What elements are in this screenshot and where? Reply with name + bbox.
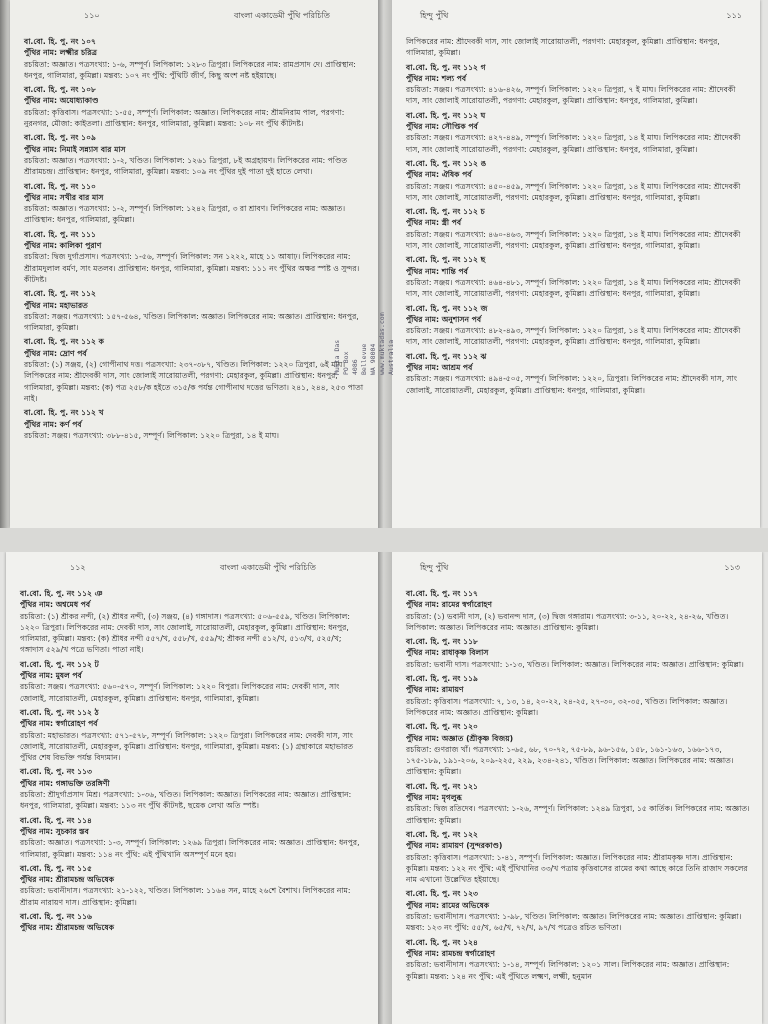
catalog-entry xyxy=(20,911,366,934)
catalog-entry xyxy=(406,673,750,718)
catalog-entry xyxy=(20,707,366,763)
page-bottom-left xyxy=(6,552,378,1024)
entry-body: রচয়িতা: সঞ্জয়। পত্রসংখ্যা: ৪৬০-৪৬৩, সম্পূর্ণ। লিপিকাল: ১২২০ ত্রিপুরা, ১৪ ই মাঘ। লিপিকরের নাম: শ্রীদেবকী দাস, সাং জোলাই, সারোয়াতলী, পরগণা: মেহারকুল, কুমিল্লা। প্রাপ্তিস্থান: ধনপুর, গালিমারা, কুমিল্লা। xyxy=(406,229,741,251)
scan-edge-shadow xyxy=(0,0,10,528)
running-title: হিন্দু পুঁথি xyxy=(420,563,449,572)
entry-title: পুঁথির নাম: শ্রীরামচন্দ্র অভিষেক xyxy=(20,923,115,933)
entry-body: রচয়িতা: অজ্ঞাত। পত্রসংখ্যা: ১-২, সম্পূর্ণ। লিপিকাল: ১২৪২ ত্রিপুরা, ৩ রা শ্রাবণ। লিপিকরের নাম: অজ্ঞাত। প্রাপ্তিস্থান: ধনপুর, গালিমারা, কুমিল্লা। xyxy=(24,204,346,225)
stamp-line: Bellevue WA 98004 xyxy=(360,343,377,375)
entry-body: রচয়িতা: সঞ্জয়। পত্রসংখ্যা: ১৫৭-৫৬৪, খণ্ডিত। লিপিকাল: অজ্ঞাত। লিপিকরের নাম: অজ্ঞাত। প্রাপ্তিস্থান: ধনপুর, গালিমারা, কুমিল্লা। xyxy=(24,311,359,333)
entry-title: পুঁথির নাম: কালিকা পুরাণ xyxy=(24,241,102,251)
entry-title: পুঁথির নাম: স্বর্গারোহণ পর্ব xyxy=(20,719,98,729)
entry-body: রচয়িতা: সঞ্জয়। পত্রসংখ্যা: ৪৮২-৪৯৩, সম্পূর্ণ। লিপিকাল: ১২২০ ত্রিপুরা, ১৪ ই মাঘ। লিপিকরের নাম: শ্রীদেবকী দাস, সাং জোলাই, সারোয়াতলী, পরগণা: মেহারকুল, কুমিল্লা। প্রাপ্তিস্থান: ধনপুর, গালিমারা, কুমিল্লা। xyxy=(406,326,741,347)
entry-title: পুঁথির নাম: রাধাকৃষ্ণ বিলাস xyxy=(406,648,489,658)
entry-id: বা.বো. হি. পু. নং ১১২ ঘ xyxy=(406,110,486,120)
page-number: ১১০ xyxy=(84,11,100,20)
entry-title: পুঁথির নাম: রামায়ণ (সুন্দরকাণ্ড) xyxy=(406,841,503,851)
entry-body: রচয়িতা: গুণরাজ খাঁ। পত্রসংখ্যা: ১-৬৫, ৬৮, ৭০-৭২, ৭৫-৮৯, ৯৬-১৫৬, ১৫৮, ১৬১-১৬৩, ১৬৬-১৭৩, ১৭৫-১৮৯, ১৯১-২০৬, ২০৯-২২৫, ২২৯, ২৩৪-২৪১, খণ্ডিত। লিপিকাল: অজ্ঞাত। লিপিকরের নাম: অজ্ঞাত। প্রাপ্তিস্থান: কুমিল্লা। xyxy=(406,744,734,777)
entry-title: পুঁথির নাম: ঐষিক পর্ব xyxy=(406,170,472,180)
entry-title: পুঁথির নাম: সুচকার স্তব xyxy=(20,826,89,836)
entry-id: বা.বো. হি. পু. নং ১১২ ঝ xyxy=(406,351,487,361)
entry-title: পুঁথির নাম: শল্য পর্ব xyxy=(406,73,467,83)
entry-id: বা.বো. হি. পু. নং ১১২ ঠ xyxy=(20,707,99,717)
page-bottom-right xyxy=(392,552,762,1024)
entry-id: বা.বো. হি. পু. নং ১১২ গ xyxy=(406,62,486,72)
entry-title: পুঁথির নাম: গঙ্গাভক্তি তরঙ্গিণী xyxy=(20,778,110,788)
entry-id: বা.বো. হি. পু. নং ১১৩ xyxy=(20,767,92,777)
entry-id: বা.বো. হি. পু. নং ১১২ ঞ xyxy=(20,589,103,598)
catalog-entries xyxy=(20,588,366,934)
entry-body: রচয়িতা: মহাভারত। পত্রসংখ্যা: ৫৭১-৫৭৮, সম্পূর্ণ। লিপিকাল: ১২২০ ত্রিপুরা। লিপিকরের নাম: দেবকী দাস, সাং জোলাই, সারোয়াতলী, মেহারকুল, কুমিল্লা। প্রাপ্তিস্থান: ধনপুর, গালিমারা, কুমিল্লা। মন্তব্য: (১) গ্রন্থাকারে মহাভারত পুঁথির শেষ বিভক্তি পর্যন্ত বিদ্যমান। xyxy=(20,730,354,763)
catalog-entry xyxy=(406,110,748,155)
catalog-entry xyxy=(406,829,750,885)
running-title: বাংলা একাডেমী পুঁথি পরিচিতি xyxy=(220,563,316,572)
entry-title: পুঁথির নাম: নিমাই সন্ন্যাস বার মাস xyxy=(24,144,126,154)
catalog-entry xyxy=(24,181,366,226)
entry-title: পুঁথির নাম: আশ্রম পর্ব xyxy=(406,363,473,373)
entry-id: বা.বো. হি. পু. নং ১০৮ xyxy=(24,85,96,95)
catalog-entry xyxy=(406,36,748,59)
entry-title: পুঁথির নাম: রামায়ণ xyxy=(406,685,464,695)
catalog-entry xyxy=(24,229,366,285)
entry-body: রচয়িতা: সঞ্জয়। পত্রসংখ্যা: ৪১৬-৪২৬, সম্পূর্ণ। লিপিকাল: ১২২০ ত্রিপুরা, ৭ ই মাঘ। লিপিকরের নাম: শ্রীদেবকী দাস, সাং জোলাই সারোয়াতলী, পরগণা: মেহারকুল, কুমিল্লা। প্রাপ্তিস্থান: ধনপুর, গালিমারা, কুমিল্লা। xyxy=(406,85,736,106)
catalog-entry xyxy=(24,407,366,441)
entry-id: বা.বো. হি. পু. নং ১২০ xyxy=(406,722,478,732)
entry-id: বা.বো. হি. পু. নং ১১২ ট xyxy=(20,659,99,669)
book-gutter xyxy=(378,0,392,1024)
entry-id: বা.বো. হি. পু. নং ১১২ ছ xyxy=(406,255,486,265)
entry-id: বা.বো. হি. পু. নং ১১৪ xyxy=(20,815,92,825)
entry-title: পুঁথির নাম: অনুশাসন পর্ব xyxy=(406,314,482,324)
entry-id: বা.বো. হি. পু. নং ১১৮ xyxy=(406,637,478,647)
catalog-entry xyxy=(406,62,748,107)
entry-body: রচয়িতা: কৃত্তিবাস। পত্রসংখ্যা: ১-৪১, সম্পূর্ণ। লিপিকাল: অজ্ঞাত। লিপিকরের নাম: শ্রীরামকৃষ্ণ দাস। প্রাপ্তিস্থান: কুমিল্লা। মন্তব্য: ১২২ নং পুঁথি: এই পুঁথিখানির ৩৩/খ পত্রায় কৃত্তিবাসের রামের কথা আছে কারে তিনি রাজাদ সকলের নাম এখানো উল্লেখিত হইয়াছে। xyxy=(406,852,748,885)
entry-body: রচয়িতা: অজ্ঞাত। পত্রসংখ্যা: ১-৬, সম্পূর্ণ। লিপিকাল: ১২৮৩ ত্রিপুরা। লিপিকরের নাম: রামপ্রসাদ দে। প্রাপ্তিস্থান: ধনপুর, গালিমারা, কুমিল্লা। মন্তব্য: ১০৭ নং পুঁথি: পুঁথিটি জীর্ণ, কিছু অংশ নষ্ট হইয়াছে। xyxy=(24,59,356,80)
catalog-entry xyxy=(406,781,750,826)
entry-id: বা.বো. হি. পু. নং ১০৭ xyxy=(24,37,96,46)
catalog-entry xyxy=(24,336,366,404)
entry-id: বা.বো. হি. পু. নং ১১৬ xyxy=(20,912,92,922)
entry-id: বা.বো. হি. পু. নং ১২১ xyxy=(406,781,478,791)
catalog-entry xyxy=(406,937,750,982)
entry-body: রচয়িতা: সঞ্জয়। পত্রসংখ্যা: ৪৬৪-৪৮১, সম্পূর্ণ। লিপিকাল: ১২২০ ত্রিপুরা, ১৪ ই মাঘ। লিপিকরের নাম: শ্রীদেবকী দাস, সাং জোলাই, সারোয়াতলী, পরগণা: মেহারকুল, কুমিল্লা। প্রাপ্তিস্থান: ধনপুর, গালিমারা, কুমিল্লা। xyxy=(406,277,741,299)
entry-id: বা.বো. হি. পু. নং ১১২ ঙ xyxy=(406,158,487,168)
entry-body: রচয়িতা: সঞ্জয়। পত্রসংখ্যা: ৫৬০-৫৭০, সম্পূর্ণ। লিপিকাল: ১২২০ বিপুরা। লিপিকরের নাম: দেবকী দাস, সাং জোলাই, সারোয়াতলী, মেহারকুল, কুমিল্লা। প্রাপ্তিস্থান: ধনপুর, গালিমারা, কুমিল্লা। xyxy=(20,682,340,703)
catalog-entries xyxy=(24,36,366,441)
entry-title: পুঁথির নাম: রামচন্দ্র স্বর্গারোহণ xyxy=(406,948,495,958)
entry-id: বা.বো. হি. পু. নং ১২২ xyxy=(406,829,478,839)
catalog-entries xyxy=(406,588,750,982)
entry-body: রচয়িতা: ভবানীদাস। পত্রসংখ্যা: ১-১৪, সম্পূর্ণ। লিপিকাল: ১২০১ সাল। লিপিকরের নাম: অজ্ঞাত। প্রাপ্তিস্থান: কুমিল্লা। মন্তব্য: ১২৪ নং পুঁথি: এই পুঁথিতে লক্ষ্মণ, লক্ষ্মী, হনুমান xyxy=(406,960,730,981)
entry-body: রচয়িতা: ভবানীদাস। পত্রসংখ্যা: ২১-১২২, খণ্ডিত। লিপিকাল: ১১৬৪ সন, মাহে ২৬শে বৈশাখ। লিপিকরের নাম: শ্রীরাম নারায়ণ দাস। প্রাপ্তিস্থান: কুমিল্লা। xyxy=(20,886,351,907)
scan-divider xyxy=(0,528,768,552)
catalog-entry xyxy=(406,588,750,633)
page-top-right xyxy=(392,0,760,528)
entry-title: পুঁথির নাম: দ্রোণ পর্ব xyxy=(24,348,87,358)
entry-body: রচয়িতা: সঞ্জয়। পত্রসংখ্যা: ৪২৭-৪৪৯, সম্পূর্ণ। লিপিকাল: ১২২০ ত্রিপুরা, ১৪ ই মাঘ। লিপিকরের নাম: শ্রীদেবকী দাস, সাং জোলাই সারোয়াতলী, পরগণা: মেহারকুল, কুমিল্লা। প্রাপ্তিস্থান: ধনপুর, গালিমারা, কুমিল্লা। xyxy=(406,133,741,154)
entry-title: পুঁথির নাম: অযোধ্যাকাণ্ড xyxy=(24,96,99,106)
entry-body: রচয়িতা: শ্রীদুর্গাপ্রসাদ মিশ্র। পত্রসংখ্যা: ১-৩৬, খণ্ডিত। লিপিকাল: অজ্ঞাত। লিপিকরের নাম: অজ্ঞাত। প্রাপ্তিস্থান: ধনপুর, গালিমারা, কুমিল্লা। মন্তব্য: ১১৩ নং পুঁথি কীটদষ্ট, ছয়েক লেখা অতি স্পষ্ট। xyxy=(20,790,352,811)
page-number: ১১২ xyxy=(70,563,86,572)
entry-title: পুঁথির নাম: সৌপ্তিক পর্ব xyxy=(406,122,478,132)
catalog-entry xyxy=(406,206,748,251)
entry-title: পুঁথির নাম: মহাভারত xyxy=(24,300,88,310)
catalog-entry xyxy=(406,888,750,933)
catalog-entry xyxy=(406,721,750,777)
entry-title: পুঁথির নাম: কর্ণ পর্ব xyxy=(24,419,82,429)
catalog-entry xyxy=(406,636,750,670)
entry-id: বা.বো. হি. পু. নং ১১২ xyxy=(24,289,96,299)
entry-body: রচয়িতা: সঞ্জয়। পত্রসংখ্যা: ৪৫০-৪৫৯, সম্পূর্ণ। লিপিকাল: ১২২০ ত্রিপুরা, ১৪ ই মাঘ। লিপিকরের নাম: শ্রীদেবকী দাস, সাং জোলাই, সারোয়াতলী, পরগণা: মেহারকুল, কুমিল্লা। প্রাপ্তিস্থান: ধনপুর, গালিমারা, কুমিল্লা। xyxy=(406,181,741,202)
entry-body: রচয়িতা: সঞ্জয়। পত্রসংখ্যা: ৪৯৪-৫০৫, সম্পূর্ণ। লিপিকাল: ১২২০, ত্রিপুরা। লিপিকরের নাম: শ্রীদেবকী দাস, সাং জোলাই, সারোয়াতলী, মেহারকুল, কুমিল্লা। প্রাপ্তিস্থান: ধনপুর, গালিমারা, কুমিল্লা। xyxy=(406,374,738,395)
catalog-entry xyxy=(20,815,366,860)
catalog-entry xyxy=(24,84,366,129)
entry-id: বা.বো. হি. পু. নং ১১২ ক xyxy=(24,337,104,347)
stamp-line: Mukta Das xyxy=(333,339,341,375)
catalog-entry xyxy=(406,158,748,203)
entry-body: রচয়িতা: ভবানীদাস। পত্রসংখ্যা: ১-৯৮, খণ্ডিত। লিপিকাল: অজ্ঞাত। লিপিকরের নাম: অজ্ঞাত। প্রাপ্তিস্থান: কুমিল্লা। মন্তব্য: ১২৩ নং পুঁথি: ৫৫/খ, ৬৫/খ, ৭২/খ, ৯৭/খ পত্রেও রচিত ভণিতা। xyxy=(406,912,742,933)
entry-id: বা.বো. হি. পু. নং ১১০ xyxy=(24,181,96,191)
entry-title: পুঁথির নাম: শান্তি পর্ব xyxy=(406,266,468,276)
page-top-left xyxy=(10,0,378,528)
entry-title: পুঁথির নাম: মুষল পর্ব xyxy=(20,671,82,681)
entry-body: রচয়িতা: অজ্ঞাত। পত্রসংখ্যা: ১-২, খণ্ডিত। লিপিকাল: ১২৬১ ত্রিপুরা, ৮ই অগ্রহায়ণ। লিপিকরের নাম: পণ্ডিত শ্রীরামচন্দ্র। প্রাপ্তিস্থান: ধনপুর, গালিমারা, কুমিল্লা। মন্তব্য: ১০৯ নং পুঁথির দুই পাতা দুই হাতে লেখা। xyxy=(24,155,348,177)
entry-body: রচয়িতা: (১) শ্রীকর নন্দী, (২) শ্রীধর নন্দী, (৩) সঞ্জয়, (৪) গঙ্গাদাস। পত্রসংখ্যা: ৫০৬-৫৫৯, খণ্ডিত। লিপিকাল: ১২২০ ত্রিপুরা। লিপিকরের নাম: দেবকী দাস, সাং জোলাই, সারোয়াতলী, মেহারকুল, কুমিল্লা। প্রাপ্তিস্থান: ধনপুর, গালিমারা, কুমিল্লা। মন্তব্য: (ক) শ্রীধর নন্দী ৫৫৭/খ, ৫৫৮/খ, ৫৫৯/খ; শ্রীকর নন্দী ৫১২/খ, ৫১৩/খ, ৫২৫/খ; গঙ্গাদাস ৫২৯/খ পত্রে ভণিতা। পাতা নাই। xyxy=(20,611,350,655)
entry-body: লিপিকরের নাম: শ্রীদেবকী দাস, সাং জোলাই সারোয়াতলী, পরগণা: মেহারকুল, কুমিল্লা। প্রাপ্তিস্থান: ধনপুর, গালিমারা, কুমিল্লা। xyxy=(406,37,720,58)
entry-id: বা.বো. হি. পু. নং ১১৯ xyxy=(406,674,478,684)
entry-title: পুঁথির নাম: রামের স্বর্গারোহণ xyxy=(406,600,492,610)
entry-id: বা.বো. হি. পু. নং ১০৯ xyxy=(24,133,96,143)
stamp-line: www.muktadas.com xyxy=(378,312,386,375)
entry-id: বা.বো. হি. পু. নং ১১২ চ xyxy=(406,207,485,217)
catalog-entry xyxy=(20,766,366,811)
entry-title: পুঁথির নাম: স্ত্রী পর্ব xyxy=(406,218,462,228)
entry-id: বা.বো. হি. পু. নং ১১৭ xyxy=(406,589,478,598)
entry-title: পুঁথির নাম: শ্রীরামচন্দ্র অভিষেক xyxy=(20,875,115,885)
catalog-entry xyxy=(20,588,366,656)
entry-body: রচয়িতা: (১) ভবানী দাস, (২) ভবানন্দ দাস, (৩) দ্বিজ গঙ্গারাম। পত্রসংখ্যা: ৩-১১, ২০-২২, ২৪-২৬, খণ্ডিত। লিপিকাল: অজ্ঞাত। লিপিকরের নাম: অজ্ঞাত। প্রাপ্তিস্থান: কুমিল্লা। xyxy=(406,611,729,632)
entry-body: রচয়িতা: কৃত্তিবাস। পত্রসংখ্যা: ৭, ১৩, ১৪, ২০-২২, ২৪-২৫, ২৭-৩০, ৩২-৩৫, খণ্ডিত। লিপিকাল: অজ্ঞাত। লিপিকরের নাম: অজ্ঞাত। প্রাপ্তিস্থান: কুমিল্লা। xyxy=(406,696,728,717)
catalog-entry xyxy=(20,863,366,908)
running-title: হিন্দু পুঁথি xyxy=(420,11,449,20)
entry-id: বা.বো. হি. পু. নং ১১১ xyxy=(24,229,96,239)
entry-title: পুঁথির নাম: সখীর বার মাস xyxy=(24,192,104,202)
entry-body: রচয়িতা: ভবানী দাস। পত্রসংখ্যা: ১-১৩, খণ্ডিত। লিপিকাল: অজ্ঞাত। লিপিকরের নাম: অজ্ঞাত। প্রাপ্তিস্থান: কুমিল্লা। xyxy=(406,659,744,669)
page-number: ১১১ xyxy=(726,11,742,20)
catalog-entry xyxy=(406,254,748,299)
entry-id: বা.বো. হি. পু. নং ১১৫ xyxy=(20,863,92,873)
entry-body: রচয়িতা: কৃত্তিবাস। পত্রসংখ্যা: ১-৫৫, সম্পূর্ণ। লিপিকাল: অজ্ঞাত। লিপিকরের নাম: শ্রীমনিরাম পাল, পরগণা: নুরনগর, মৌজা: কাইতলা। প্রাপ্তিস্থান: ধনপুর, গালিমারা, কুমিল্লা। মন্তব্য: ১০৮ নং পুঁথি কীটদষ্ট। xyxy=(24,107,345,129)
entry-body: রচয়িতা: (১) সঞ্জয়, (২) গোপীনাথ দত্ত। পত্রসংখ্যা: ২৩৭-৩৮৭, খণ্ডিত। লিপিকাল: ১২২০ ত্রিপুরা, ৬ই মাঘ। লিপিকরের নাম: শ্রীদেবকী দাস, সাং জোলাই সারোয়াতলী, পরগণা: মেহারকুল, কুমিল্লা। প্রাপ্তিস্থান: ধনপুর, গালিমারা, কুমিল্লা। মন্তব্য: (ক) পত্র ২৫৮/ক হইতে ৩১৫/ক পর্যন্ত গোপীনাথ দত্তের ভণিতা। ২৪১, ২৪৪, ২৫৩ পাতা নাই। xyxy=(24,360,364,403)
entry-body: রচয়িতা: সঞ্জয়। পত্রসংখ্যা: ৩৮৮-৪১৫, সম্পূর্ণ। লিপিকাল: ১২২০ ত্রিপুরা, ১৪ ই মাঘ। xyxy=(24,430,279,440)
catalog-entry xyxy=(20,659,366,704)
entry-title: পুঁথির নাম: লক্ষ্মীর চরিত্র xyxy=(24,48,97,58)
entry-body: রচয়িতা: অজ্ঞাত। পত্রসংখ্যা: ১-৩, সম্পূর্ণ। লিপিকাল: ১২৬৯ ত্রিপুরা। লিপিকরের নাম: অজ্ঞাত। প্রাপ্তিস্থান: ধনপুর, গালিমারা, কুমিল্লা। মন্তব্য: ১১৪ নং পুঁথি: এই পুঁথিখানি অসম্পূর্ণ মনে হয়। xyxy=(20,838,360,859)
entry-id: বা.বো. হি. পু. নং ১২৩ xyxy=(406,889,478,899)
entry-title: পুঁথির নাম: রামের অভিষেক xyxy=(406,900,490,910)
entry-id: বা.বো. হি. পু. নং ১১২ খ xyxy=(24,408,104,418)
running-title: বাংলা একাডেমী পুঁথি পরিচিতি xyxy=(234,11,330,20)
entry-id: বা.বো. হি. পু. নং ১১২ জ xyxy=(406,303,488,313)
page-number: ১১৩ xyxy=(724,563,740,572)
catalog-entry xyxy=(24,132,366,177)
entry-title: পুঁথির নাম: অশ্বমেধ পর্ব xyxy=(20,600,91,610)
entry-body: রচয়িতা: দ্বিজ রতিদেব। পত্রসংখ্যা: ১-২৬, সম্পূর্ণ। লিপিকাল: ১২৪৯ ত্রিপুরা, ১৫ কার্তিক। লিপিকরের নাম: অজ্ঞাত। প্রাপ্তিস্থান: কুমিল্লা। xyxy=(406,804,750,825)
entry-id: বা.বো. হি. পু. নং ১২৪ xyxy=(406,937,478,947)
entry-body: রচয়িতা: দ্বিজ দুর্গাপ্রসাদ। পত্রসংখ্যা: ১-৫৬, সম্পূর্ণ। লিপিকাল: সন ১২২২, মাহে ১১ আষাঢ়। লিপিকরের নাম: শ্রীরামদুলাল বর্মণ, সাং মতলব। প্রাপ্তিস্থান: ধনপুর, গালিমারা, কুমিল্লা। মন্তব্য: ১১১ নং পুঁথির অক্ষর স্পষ্ট ও সুন্দর। কীটদষ্ট। xyxy=(24,252,360,284)
catalog-entry xyxy=(24,36,366,81)
catalog-entry xyxy=(24,288,366,333)
entry-title: পুঁথির নাম: অজ্ঞাত (শ্রীকৃষ্ণ বিজয়) xyxy=(406,733,514,743)
stamp-line: Australia xyxy=(387,339,395,375)
stamp-line: PO Box 4086 xyxy=(342,351,359,375)
entry-title: পুঁথির নাম: মৃগলুব্ধ xyxy=(406,793,462,803)
